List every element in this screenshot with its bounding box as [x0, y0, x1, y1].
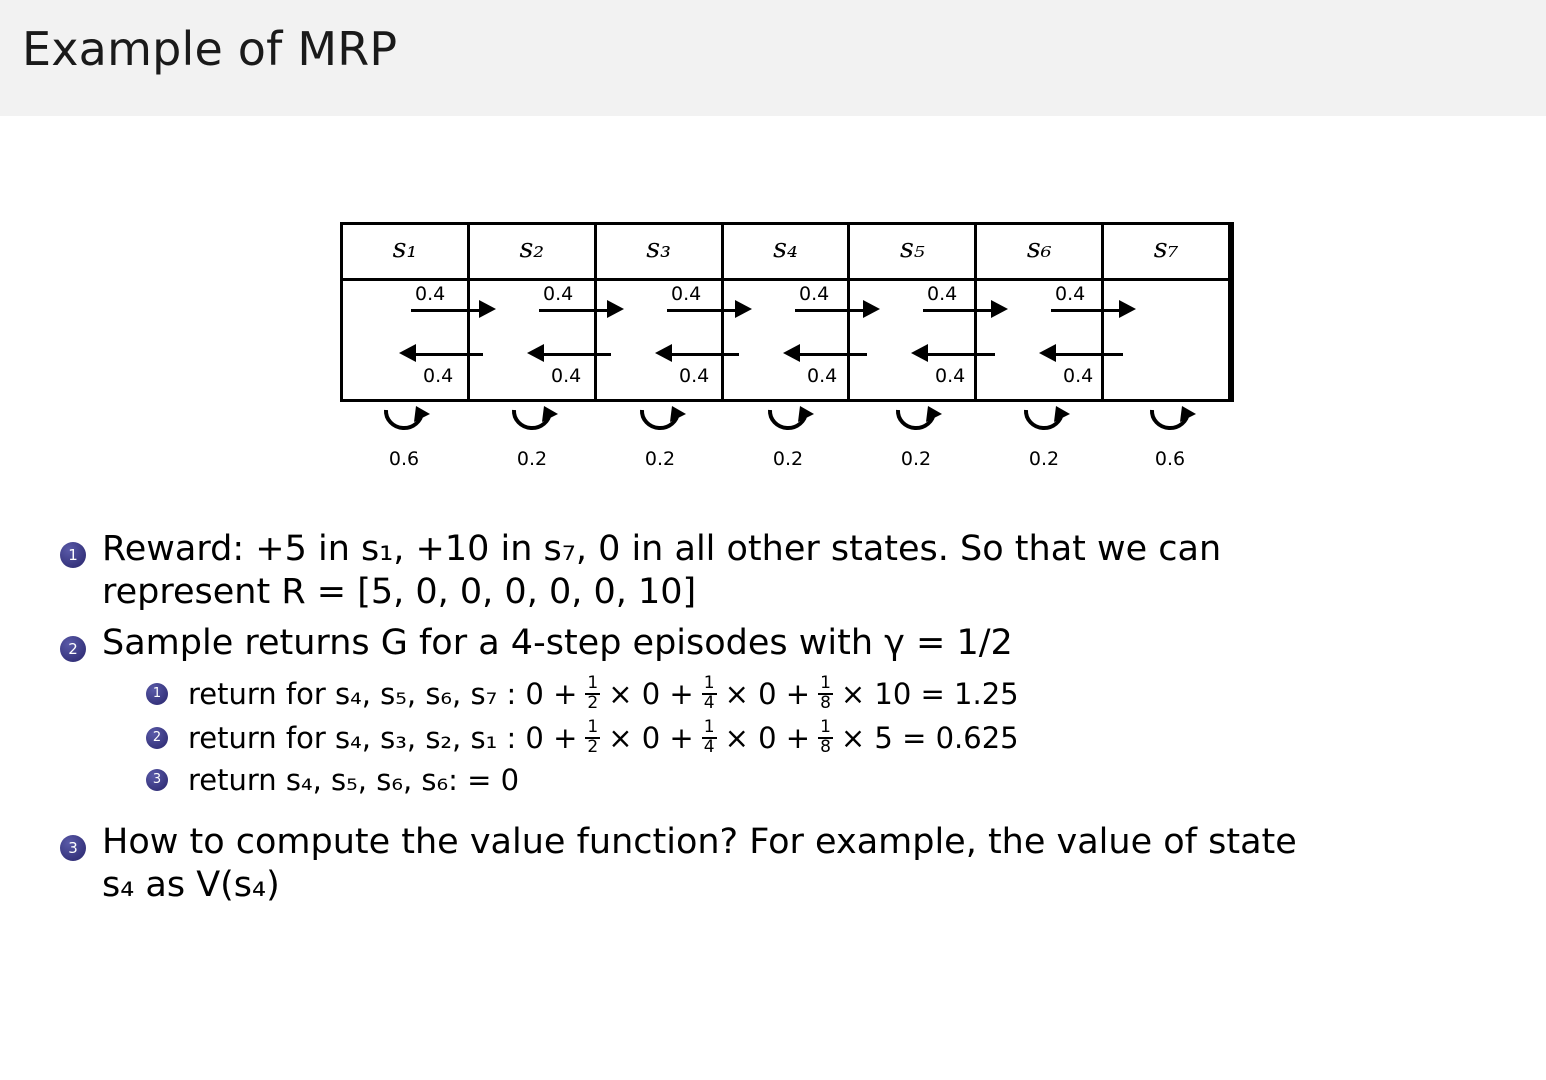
transition-prob-left-2: 0.4	[551, 365, 582, 387]
bullet-line-1b: represent R = [5, 0, 0, 0, 0, 0, 10]	[102, 572, 697, 613]
transition-prob-right-3: 0.4	[671, 283, 702, 305]
transition-arrows-s4-s5	[789, 283, 909, 387]
transition-prob-right-5: 0.4	[927, 283, 958, 305]
slide-title-bar	[0, 0, 1546, 116]
transition-prob-right-4: 0.4	[799, 283, 830, 305]
transition-arrows-s6-s7	[1045, 283, 1165, 387]
transition-arrows-s5-s6	[917, 283, 1037, 387]
mrp-chain-diagram	[340, 222, 1234, 478]
self-loop-prob-s3: 0.2	[644, 448, 676, 470]
arrow-right-icon	[1119, 300, 1136, 318]
self-loop-s2	[468, 404, 596, 470]
self-loops-row	[340, 404, 1234, 478]
transition-prob-left-6: 0.4	[1063, 365, 1094, 387]
transition-prob-left-3: 0.4	[679, 365, 710, 387]
sub-bullet-number-icon: 1	[146, 683, 168, 705]
sub-bullet-term-1-2: × 0 +	[724, 676, 811, 711]
self-loop-s4	[724, 404, 852, 470]
sub-bullet-item-3	[146, 763, 1530, 797]
self-loop-prob-s2: 0.2	[516, 448, 548, 470]
arrow-left-icon	[1039, 344, 1056, 362]
fraction-2-1: $\frac{1}{2}$	[587, 716, 599, 757]
arrow-right-icon	[735, 300, 752, 318]
fraction-1-2: $\frac{1}{4}$	[703, 673, 715, 713]
bullet-line-3a: How to compute the value function? For example, the value of state	[102, 821, 1297, 862]
fraction-2-3: $\frac{1}{8}$	[820, 716, 831, 757]
transition-arrows-s3-s4	[661, 283, 781, 387]
sub-bullet-term-2-1: × 0 +	[608, 720, 694, 755]
transition-prob-left-4: 0.4	[807, 365, 838, 387]
transition-prob-right-6: 0.4	[1055, 283, 1086, 305]
sub-bullet-prefix-3: return s₄, s₅, s₆, s₆: = 0	[188, 762, 520, 797]
self-loop-s5	[852, 404, 980, 470]
arrow-left-icon	[399, 344, 416, 362]
state-label-s2: s₂	[519, 233, 545, 264]
bullet-item-1	[60, 528, 1530, 614]
self-loop-s3	[596, 404, 724, 470]
sub-bullet-prefix-1: return for s₄, s₅, s₆, s₇ : 0 +	[188, 676, 578, 711]
state-label-s6: s₆	[1026, 233, 1052, 264]
fraction-1-3: $\frac{1}{8}$	[820, 673, 831, 713]
bullet-item-3	[60, 821, 1530, 907]
loop-arrow-icon	[340, 404, 468, 450]
bullet-text-3	[102, 821, 1530, 907]
bullet-number-icon: 1	[60, 542, 86, 568]
sub-bullet-item-2	[146, 716, 1530, 757]
sub-bullet-term-1-3: × 10 = 1.25	[840, 676, 1019, 711]
transition-prob-right-1: 0.4	[415, 283, 446, 305]
sub-bullet-list	[146, 675, 1530, 796]
state-label-s4: s₄	[773, 233, 798, 264]
self-loop-s6	[980, 404, 1108, 470]
sub-bullet-item-1	[146, 675, 1530, 713]
self-loop-prob-s4: 0.2	[772, 448, 804, 470]
bullet-marker-3-wrap	[60, 821, 102, 861]
transition-arrows-s1-s2	[405, 283, 525, 387]
loop-arrow-icon	[468, 404, 596, 450]
bullet-marker-1-wrap	[60, 528, 102, 568]
sub-bullet-term-2-2: × 0 +	[724, 720, 811, 755]
bullet-text-1	[102, 528, 1530, 614]
arrow-right-icon	[991, 300, 1008, 318]
bullet-line-2a: Sample returns G for a 4-step episodes with γ = 1/2	[102, 623, 1013, 664]
arrow-right-icon	[479, 300, 496, 318]
bullet-marker-2-wrap	[60, 622, 102, 662]
sub-bullet-prefix-2: return for s₄, s₃, s₂, s₁ : 0 +	[188, 720, 578, 755]
arrow-left-icon	[783, 344, 800, 362]
loop-arrow-icon	[852, 404, 980, 450]
arrow-left-icon	[911, 344, 928, 362]
self-loop-prob-s1: 0.6	[388, 448, 420, 470]
chain-states-row	[340, 222, 1234, 402]
arrow-left-icon	[527, 344, 544, 362]
bullet-line-3b: s₄ as V(s₄)	[102, 864, 280, 905]
fraction-2-2: $\frac{1}{4}$	[703, 716, 715, 757]
self-loop-prob-s6: 0.2	[1028, 448, 1060, 470]
state-label-s3: s₃	[646, 233, 671, 264]
self-loop-prob-s5: 0.2	[900, 448, 932, 470]
bullet-text-2	[102, 622, 1530, 796]
bullet-number-icon: 2	[60, 636, 86, 662]
transition-prob-left-1: 0.4	[423, 365, 454, 387]
self-loop-prob-s7: 0.6	[1154, 448, 1186, 470]
self-loop-s1	[340, 404, 468, 470]
bullet-line-1a: Reward: +5 in s₁, +10 in s₇, 0 in all other states. So that we can	[102, 529, 1222, 569]
bullet-number-icon: 3	[60, 835, 86, 861]
bullet-item-2	[60, 622, 1530, 796]
loop-arrow-icon	[596, 404, 724, 450]
sub-bullet-number-icon: 3	[146, 769, 168, 791]
transition-prob-left-5: 0.4	[935, 365, 966, 387]
loop-arrow-icon	[724, 404, 852, 450]
state-label-s7: s₇	[1153, 233, 1179, 264]
loop-arrow-icon	[1106, 404, 1234, 450]
arrow-right-icon	[607, 300, 624, 318]
sub-bullet-term-2-3: × 5 = 0.625	[840, 720, 1019, 755]
page-title: Example of MRP	[22, 22, 398, 76]
transition-arrows-s2-s3	[533, 283, 653, 387]
bullet-list	[60, 528, 1530, 907]
transition-prob-right-2: 0.4	[543, 283, 574, 305]
fraction-1-1: $\frac{1}{2}$	[587, 673, 599, 713]
arrow-left-icon	[655, 344, 672, 362]
sub-bullet-number-icon: 2	[146, 727, 168, 749]
state-label-s5: s₅	[900, 233, 925, 264]
arrow-right-icon	[863, 300, 880, 318]
sub-bullet-term-1-1: × 0 +	[608, 676, 694, 711]
loop-arrow-icon	[980, 404, 1108, 450]
state-label-s1: s₁	[392, 233, 418, 264]
self-loop-s7	[1106, 404, 1234, 470]
